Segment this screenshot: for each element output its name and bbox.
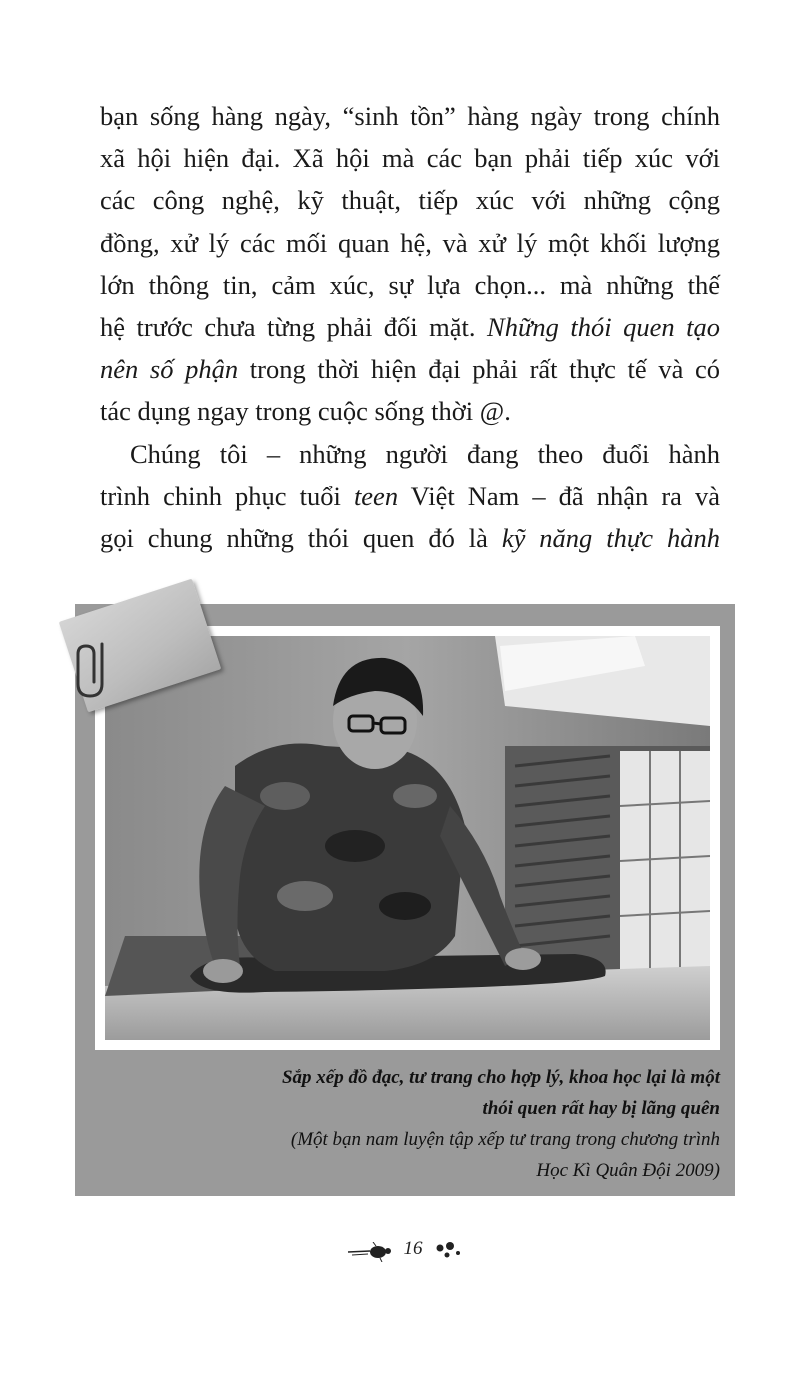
text-line: Chúng tôi – những người đang theo đuổi hành xyxy=(130,438,720,469)
body-text xyxy=(100,95,720,559)
text-line: lớn thông tin, cảm xúc, sự lựa chọn... mà những thế xyxy=(100,269,720,300)
text-line: tác dụng ngay trong cuộc sống thời @. xyxy=(100,396,511,427)
caption-note-line: (Một bạn nam luyện tập xếp tư trang trong chương trình xyxy=(290,1129,720,1150)
page-footer xyxy=(0,1238,800,1268)
caption-note-line: Học Kì Quân Đội 2009) xyxy=(536,1160,720,1181)
photo-caption xyxy=(120,1062,720,1186)
text-line xyxy=(100,348,720,390)
text-run: gọi chung những thói quen đó là xyxy=(100,523,502,554)
text-run: trong thời hiện đại phải rất thực tế và có xyxy=(238,354,720,385)
text-line: các công nghệ, kỹ thuật, tiếp xúc với những cộng xyxy=(100,185,720,216)
photo-soldier-folding-clothes xyxy=(105,636,710,1040)
text-run: trình chinh phục tuổi xyxy=(100,480,354,511)
emphasis-text: kỹ năng thực hành xyxy=(501,523,720,554)
photo-illustration xyxy=(105,636,710,1040)
dots-ornament-icon xyxy=(434,1240,464,1262)
bug-ornament-icon xyxy=(346,1242,394,1262)
text-line: đồng, xử lý các mối quan hệ, và xử lý một khối lượng xyxy=(100,227,720,258)
paperclip-icon xyxy=(72,640,116,700)
emphasis-text: Những thói quen tạo xyxy=(487,312,720,343)
photo-frame xyxy=(95,626,720,1050)
text-line: bạn sống hàng ngày, “sinh tồn” hàng ngày trong chính xyxy=(100,101,720,131)
text-line: xã hội hiện đại. Xã hội mà các bạn phải tiếp xúc với xyxy=(100,143,720,174)
text-line xyxy=(100,306,720,348)
emphasis-text: teen xyxy=(353,480,399,511)
text-run: Việt Nam – đã nhận ra và xyxy=(398,480,720,511)
caption-title-line: thói quen rất hay bị lãng quên xyxy=(482,1098,720,1119)
text-run: hệ trước chưa từng phải đối mặt. xyxy=(100,312,488,343)
emphasis-text: nên số phận xyxy=(100,354,239,385)
text-line xyxy=(100,475,720,517)
page-number: 16 xyxy=(403,1238,423,1259)
text-line xyxy=(100,517,720,559)
caption-title-line: Sắp xếp đồ đạc, tư trang cho hợp lý, khoa học lại là một xyxy=(281,1067,720,1088)
